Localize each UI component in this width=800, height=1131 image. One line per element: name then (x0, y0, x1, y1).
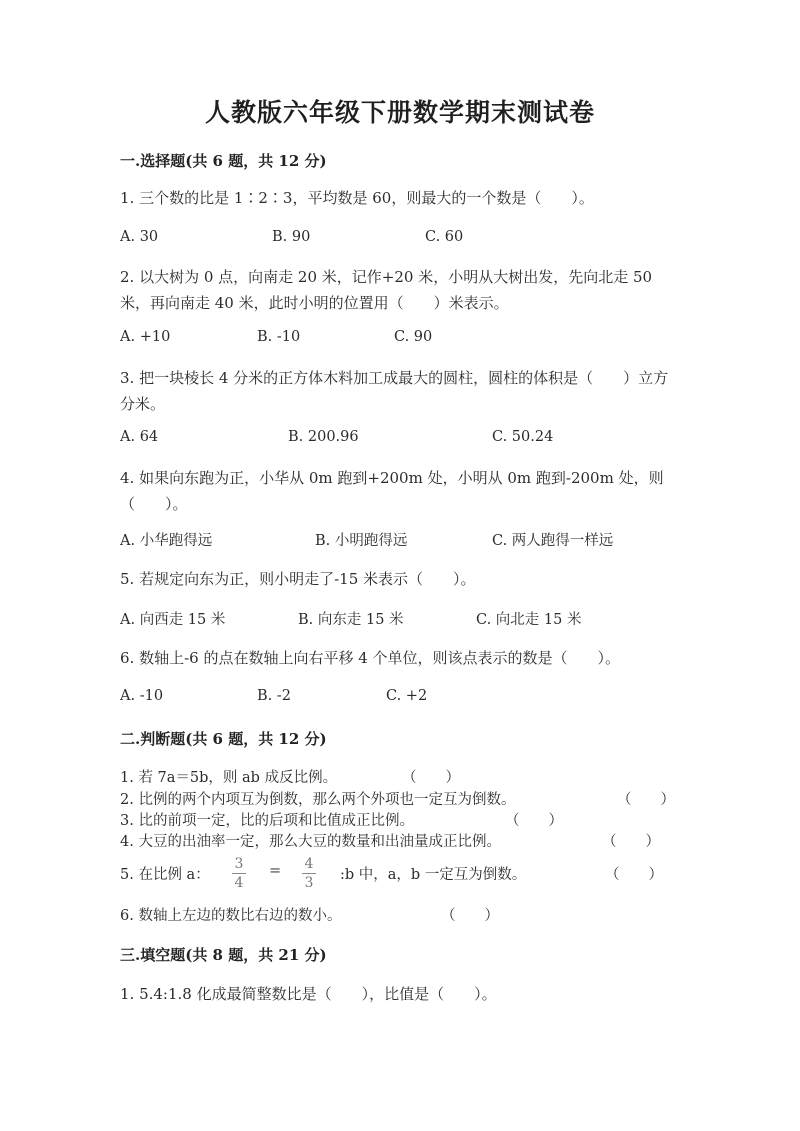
equals-sign: = (269, 863, 282, 879)
section-heading-fill: 三.填空题(共 8 题，共 21 分) (120, 946, 327, 964)
q1-option-a: A. 30 (120, 229, 159, 245)
question-1: 1. 三个数的比是 1∶2∶3，平均数是 60，则最大的一个数是（ ）。 (120, 189, 594, 207)
question-6: 6. 数轴上-6 的点在数轴上向右平移 4 个单位，则该点表示的数是（ ）。 (120, 649, 621, 667)
fraction-1-bar (232, 873, 246, 874)
q3-option-c: C. 50.24 (492, 429, 554, 445)
q2-option-c: C. 90 (394, 329, 433, 345)
q4-option-a: A. 小华跑得远 (120, 533, 213, 549)
judge-6-answer-blank[interactable]: （ ） (441, 908, 499, 924)
judge-5-text-before: 5. 在比例 a： (120, 867, 210, 883)
fraction-2-denominator: 3 (304, 875, 314, 891)
question-4: 4. 如果向东跑为正，小华从 0m 跑到+200m 处，小明从 0m 跑到-200m 处，则（ ）。 (120, 469, 664, 513)
q6-option-a: A. -10 (120, 688, 164, 704)
fraction-1-numerator: 3 (234, 856, 244, 872)
judge-3-answer-blank[interactable]: （ ） (505, 813, 563, 829)
q3-option-b: B. 200.96 (288, 429, 359, 445)
judge-1-answer-blank[interactable]: （ ） (402, 770, 460, 786)
q6-option-b: B. -2 (257, 688, 291, 704)
q3-option-a: A. 64 (120, 429, 159, 445)
fill-question-1: 1. 5.4:1.8 化成最简整数比是（ ），比值是（ ）。 (120, 985, 497, 1003)
judge-2-answer-blank[interactable]: （ ） (617, 792, 675, 808)
judge-4-text: 4. 大豆的出油率一定，那么大豆的数量和出油量成正比例。 (120, 834, 501, 850)
q4-option-c: C. 两人跑得一样远 (492, 533, 614, 549)
judge-6-text: 6. 数轴上左边的数比右边的数小。 (120, 908, 342, 924)
fraction-three-fourths (232, 856, 246, 891)
q4-option-b: B. 小明跑得远 (315, 533, 408, 549)
q2-option-b: B. -10 (257, 329, 301, 345)
question-2: 2. 以大树为 0 点，向南走 20 米，记作+20 米，小明从大树出发，先向北走 50 米，再向南走 40 米，此时小明的位置用（ ）米表示。 (120, 268, 653, 312)
fraction-2-bar (302, 873, 316, 874)
q5-option-b: B. 向东走 15 米 (298, 612, 404, 628)
q5-option-c: C. 向北走 15 米 (476, 612, 582, 628)
judge-5-answer-blank[interactable]: （ ） (605, 867, 663, 883)
section-heading-judge: 二.判断题(共 6 题，共 12 分) (120, 730, 327, 748)
judge-3-text: 3. 比的前项一定，比的后项和比值成正比例。 (120, 813, 414, 829)
q1-option-c: C. 60 (425, 229, 464, 245)
fraction-1-denominator: 4 (234, 875, 244, 891)
judge-4-answer-blank[interactable]: （ ） (602, 834, 660, 850)
question-3: 3. 把一块棱长 4 分米的正方体木料加工成最大的圆柱，圆柱的体积是（ ）立方分米。 (120, 369, 669, 413)
fraction-2-numerator: 4 (304, 856, 314, 872)
q2-option-a: A. +10 (120, 329, 171, 345)
judge-5-text-after: :b 中，a，b 一定互为倒数。 (340, 867, 527, 883)
question-5: 5. 若规定向东为正，则小明走了-15 米表示（ ）。 (120, 570, 476, 588)
judge-2-text: 2. 比例的两个内项互为倒数，那么两个外项也一定互为倒数。 (120, 792, 516, 808)
section-heading-choice: 一.选择题(共 6 题，共 12 分) (120, 152, 327, 170)
fraction-four-thirds (302, 856, 316, 891)
page-title: 人教版六年级下册数学期末测试卷 (204, 98, 595, 127)
judge-1-text: 1. 若 7a＝5b，则 ab 成反比例。 (120, 770, 338, 786)
q6-option-c: C. +2 (386, 688, 428, 704)
q1-option-b: B. 90 (272, 229, 311, 245)
q5-option-a: A. 向西走 15 米 (120, 612, 226, 628)
